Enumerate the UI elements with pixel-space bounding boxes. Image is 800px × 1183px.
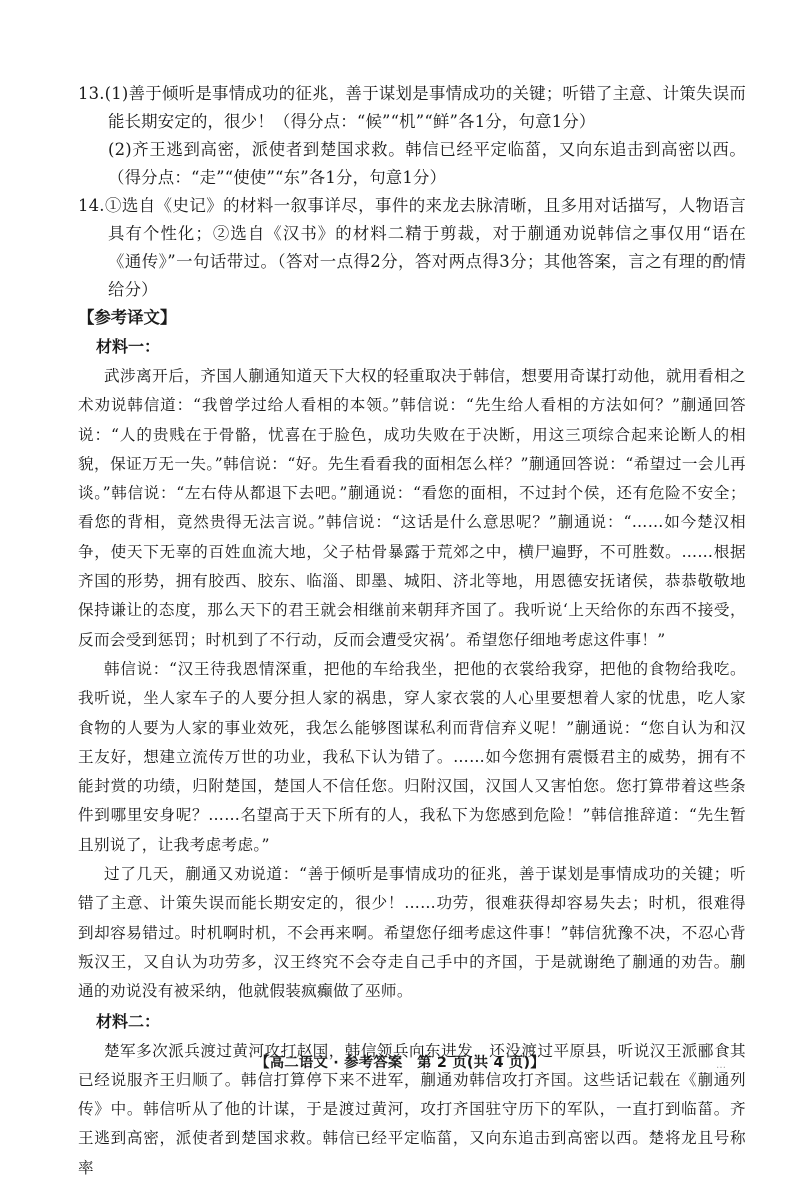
material1-title: 材料一：: [96, 337, 161, 356]
page-content: [78, 80, 746, 1183]
corner-mark: …: [716, 1060, 726, 1071]
q13-answer-part1: 13.(1)善于倾听是事情成功的征兆，善于谋划是事情成功的关键；听错了主意、计策失误而能长期安定的，很少！（得分点：“候”“机”“鲜”各1分，句意1分）: [78, 84, 746, 131]
material2-paragraph: 楚军多次派兵渡过黄河攻打赵国，韩信领兵向东进发，还没渡过平原县，听说汉王派郦食其已经说服齐王归顺了。韩信打算停下来不进军，蒯通劝韩信攻打齐国。这些话记载在《蒯通列传》中。韩信听从了他的计谋，于是渡过黄河，攻打齐国驻守历下的军队，一直打到临菑。齐王逃到高密，派使者到楚国求救。韩信已经平定临菑，又向东追击到高密以西。楚将龙且号称率: [78, 1041, 746, 1177]
material1-paragraph: 武涉离开后，齐国人蒯通知道天下大权的轻重取决于韩信，想要用奇谋打动他，就用看相之术劝说韩信道：“我曾学过给人看相的本领。”韩信说：“先生给人看相的方法如何？”蒯通回答说：“人的贵贱在于骨骼，忧喜在于脸色，成功失败在于决断，用这三项综合起来论断人的相貌，保证万无一失。”韩信说：“好。先生看看我的面相怎么样？”蒯通回答说：“希望过一会儿再谈。”韩信说：“左右侍从都退下去吧。”蒯通说：“看您的面相，不过封个侯，还有危险不安全；看您的背相，竟然贵得无法言说。”韩信说：“这话是什么意思呢？”蒯通说：“……如今楚汉相争，使天下无辜的百姓血流大地，父子枯骨暴露于荒郊之中，横尸遍野，不可胜数。……根据齐国的形势，拥有胶西、胶东、临淄、即墨、城阳、济北等地，用恩德安抚诸侯，恭恭敬敬地保持谦让的态度，那么天下的君王就会相继前来朝拜齐国了。我听说‘上天给你的东西不接受，反而会受到惩罚；时机到了不行动，反而会遭受灾祸’。希望您仔细地考虑这件事！”: [78, 367, 746, 649]
material1-paragraph: 韩信说：“汉王待我恩情深重，把他的车给我坐，把他的衣裳给我穿，把他的食物给我吃。我听说，坐人家车子的人要分担人家的祸患，穿人家衣裳的人心里要想着人家的忧患，吃人家食物的人要为人家的事业效死，我怎么能够图谋私利而背信弃义呢！”蒯通说：“您自认为和汉王友好，想建立流传万世的功业，我私下认为错了。……如今您拥有震慑君主的威势，拥有不能封赏的功绩，归附楚国，楚国人不信任您。归附汉国，汉国人又害怕您。您打算带着这些条件到哪里安身呢？……名望高于天下所有的人，我私下为您感到危险！”韩信推辞道：“先生暂且别说了，让我考虑考虑。”: [78, 659, 746, 854]
q13-answer-part2: (2)齐王逃到高密，派使者到楚国求救。韩信已经平定临菑，又向东追击到高密以西。（得分点：“走”“使使”“东”各1分，句意1分）: [108, 140, 746, 187]
page-footer: 【高二语文 · 参考答案 第 2 页(共 4 页)】: [255, 1055, 545, 1071]
material2-title: 材料二：: [96, 1011, 161, 1031]
reference-translation-heading: 【参考译文】: [78, 308, 177, 327]
material1-paragraph: 过了几天，蒯通又劝说道：“善于倾听是事情成功的征兆，善于谋划是事情成功的关键；听错了主意、计策失误而能长期安定的，很少！……功劳，很难获得却容易失去；时机，很难得到却容易错过。时机啊时机，不会再来啊。希望您仔细考虑这件事！”韩信犹豫不决，不忍心背叛汉王，又自认为功劳多，汉王终究不会夺走自己手中的齐国，于是就谢绝了蒯通的劝告。蒯通的劝说没有被采纳，他就假装疯癫做了巫师。: [78, 865, 746, 1001]
q14-answer: 14.①选自《史记》的材料一叙事详尽，事件的来龙去脉清晰，且多用对话描写，人物语言具有个性化；②选自《汉书》的材料二精于剪裁，对于蒯通劝说韩信之事仅用“语在《通传》”一句话带过。（答对一点得2分，答对两点得3分；其他答案，言之有理的酌情给分）: [78, 196, 746, 299]
